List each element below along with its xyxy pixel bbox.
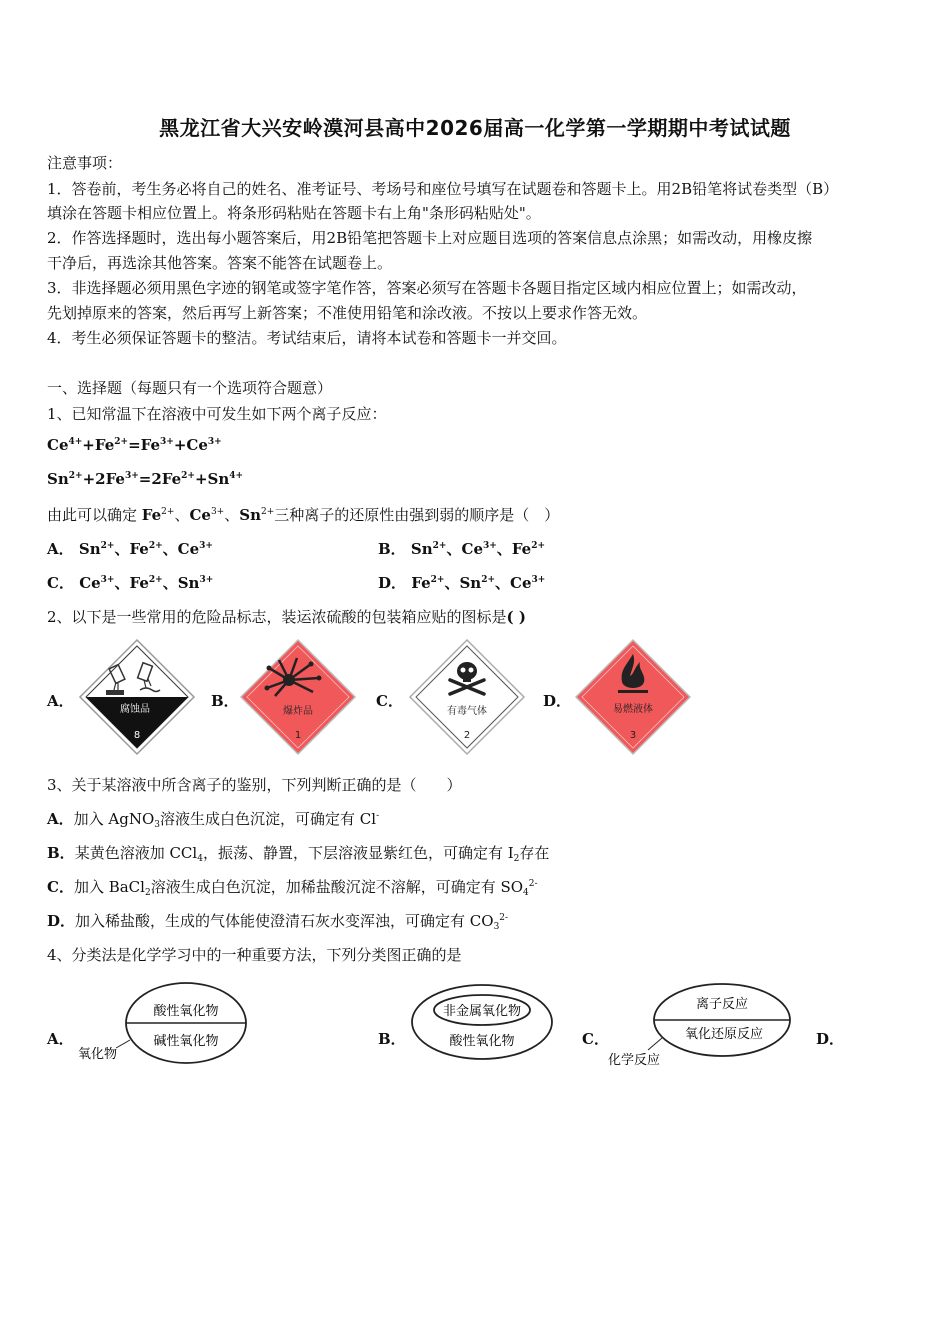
q1-option-c[interactable]: C． $Ce^{3+}$、$Fe^{2+}$、$Sn^{3+}$ [47,574,214,592]
q2-option-a[interactable]: A． [47,692,74,710]
notice-line: 3．非选择题必须用黑色字迹的钢笔或签字笔作答，答案必须写在答题卡各题目指定区域内相应位置上；如需改动， [47,279,807,297]
q4-option-c[interactable]: C． [582,1030,609,1048]
svg-text:化学反应: 化学反应 [608,1053,661,1068]
q4-option-b[interactable]: B． [378,1030,406,1048]
svg-text:酸性氧化物: 酸性氧化物 [153,1004,219,1019]
classification-diagram-c[interactable] [600,978,800,1072]
hazard-class-number: 1 [294,730,302,741]
q1-equation-2: $Sn^{2+}+2Fe^{3+}=2Fe^{2+}+Sn^{4+}$ [47,470,244,488]
q1-stem: 1、已知常温下在溶液中可发生如下两个离子反应： [47,405,387,423]
hazard-caption: 爆炸品 [283,706,313,717]
svg-text:酸性氧化物: 酸性氧化物 [449,1034,515,1049]
q3-option-b[interactable]: B．某黄色溶液加 CCl$_4$，振荡、静置，下层溶液显紫红色，可确定有 $I_2$存在 [47,844,550,864]
q4-stem: 4、分类法是化学学习中的一种重要方法，下列分类图正确的是 [47,946,462,964]
notice-heading: 注意事项： [47,154,123,172]
classification-diagram-a[interactable] [70,978,260,1070]
svg-text:氧化物: 氧化物 [78,1047,118,1062]
explosive-hazard-icon[interactable] [239,638,357,756]
svg-text:碱性氧化物: 碱性氧化物 [153,1034,219,1049]
notice-line: 4．考生必须保证答题卡的整洁。考试结束后，请将本试卷和答题卡一并交回。 [47,329,567,347]
q3-option-d[interactable]: D．加入稀盐酸，生成的气体能使澄清石灰水变浑浊，可确定有 $CO_3^{2-}$ [47,912,509,932]
svg-text:离子反应: 离子反应 [695,997,749,1012]
hazard-caption: 腐蚀品 [120,704,150,715]
q4-option-a[interactable]: A． [47,1030,74,1048]
q1-question: 由此可以确定 $Fe^{2+}$、$Ce^{3+}$、$Sn^{2+}$三种离子的还原性由强到弱的顺序是（ ） [47,506,560,524]
hazard-class-number: 8 [133,730,141,741]
notice-line: 干净后，再选涂其他答案。答案不能答在试题卷上。 [47,254,393,272]
q2-option-d[interactable]: D． [543,692,572,710]
hazard-class-number: 2 [463,730,471,741]
notice-line: 填涂在答题卡相应位置上。将条形码粘贴在答题卡右上角"条形码粘贴处"。 [47,204,541,222]
q2-option-c[interactable]: C． [376,692,403,710]
svg-text:氧化还原反应: 氧化还原反应 [684,1027,764,1042]
q1-option-a[interactable]: A． $Sn^{2+}$、$Fe^{2+}$、$Ce^{3+}$ [47,540,213,558]
notice-line: 1．答卷前，考生务必将自己的姓名、准考证号、考场号和座位号填写在试题卷和答题卡上。用2B铅笔将试卷类型（B） [47,180,839,198]
q3-option-c[interactable]: C．加入 BaCl$_2$溶液生成白色沉淀，加稀盐酸沉淀不溶解，可确定有 $SO_4^{2-}$ [47,878,538,898]
q1-option-d[interactable]: D． $Fe^{2+}$、$Sn^{2+}$、$Ce^{3+}$ [378,574,546,592]
classification-diagram-b[interactable] [407,978,557,1062]
corrosive-hazard-icon[interactable] [78,638,196,756]
svg-text:非金属氧化物: 非金属氧化物 [442,1004,522,1019]
hazard-caption: 易燃液体 [613,704,653,715]
notice-line: 2．作答选择题时，选出每小题答案后，用2B铅笔把答题卡上对应题目选项的答案信息点涂黑；如需改动，用橡皮擦 [47,229,813,247]
hazard-class-number: 3 [629,730,637,741]
q4-option-d[interactable]: D． [816,1030,845,1048]
page-title: 黑龙江省大兴安岭漠河县高中2026届高一化学第一学期期中考试试题 [159,116,791,140]
notice-line: 先划掉原来的答案，然后再写上新答案；不准使用铅笔和涂改液。不按以上要求作答无效。 [47,304,648,322]
q2-stem: 2、以下是一些常用的危险品标志，装运浓硫酸的包装箱应贴的图标是( ) [47,608,526,626]
q1-equation-1: $Ce^{4+}+Fe^{2+}=Fe^{3+}+Ce^{3+}$ [47,436,222,454]
hazard-caption: 有毒气体 [447,706,487,717]
q3-stem: 3、关于某溶液中所含离子的鉴别，下列判断正确的是（ ） [47,776,462,794]
q1-option-b[interactable]: B． $Sn^{2+}$、$Ce^{3+}$、$Fe^{2+}$ [378,540,545,558]
section-heading: 一、选择题（每题只有一个选项符合题意） [47,379,333,397]
q3-option-a[interactable]: A．加入 AgNO$_3$溶液生成白色沉淀，可确定有 Cl- [47,810,380,830]
q2-option-b[interactable]: B． [211,692,239,710]
toxic-gas-hazard-icon[interactable] [408,638,526,756]
flammable-liquid-hazard-icon[interactable] [574,638,692,756]
